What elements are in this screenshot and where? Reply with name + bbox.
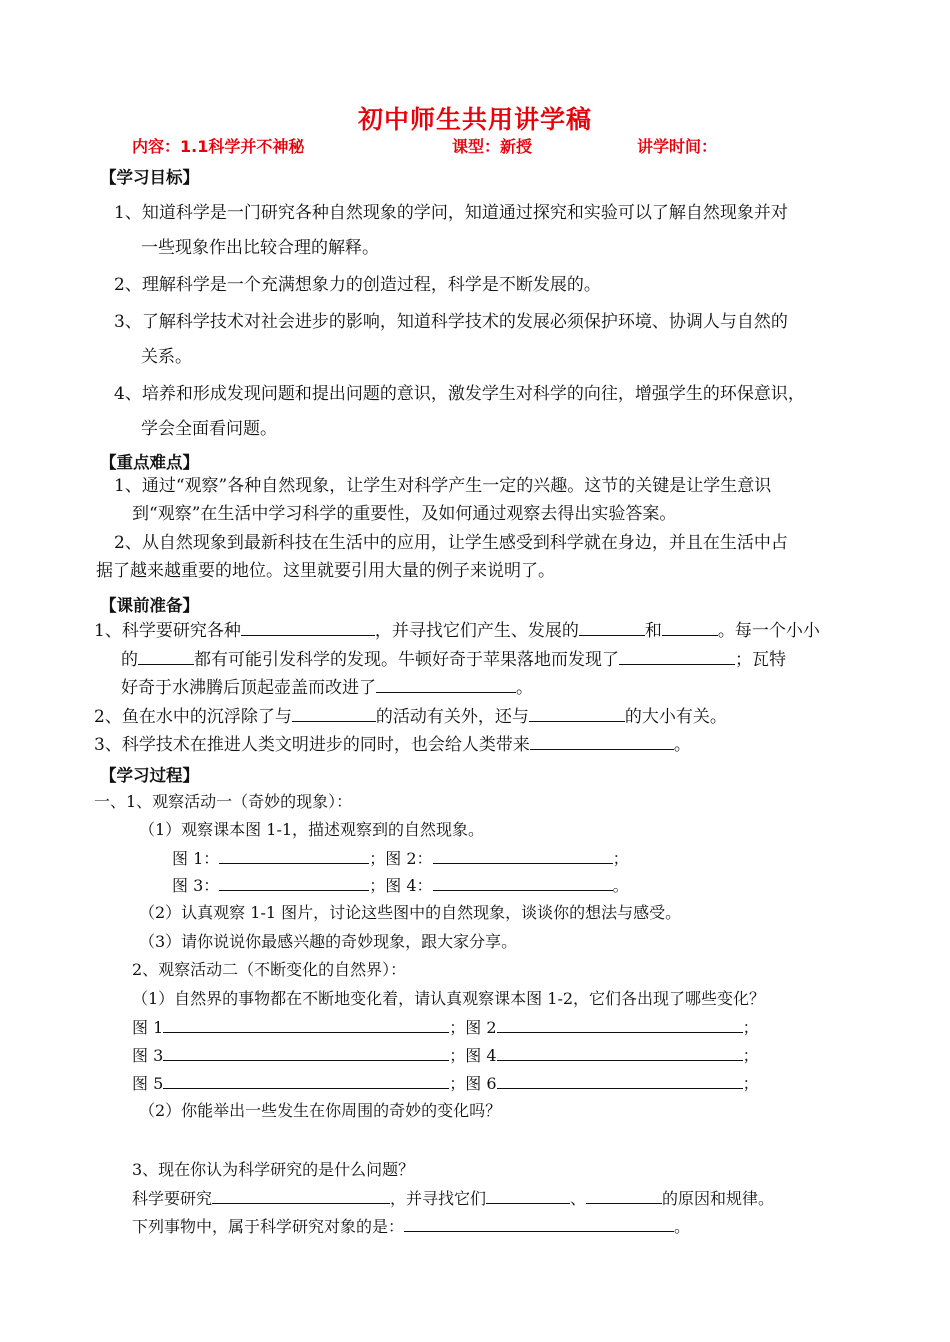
- goal-4-line-1: 4、培养和形成发现问题和提出问题的意识，激发学生对科学的向往，增强学生的环保意识，: [114, 384, 805, 404]
- goal-3-line-2: 关系。: [141, 347, 192, 367]
- answer-blank[interactable]: [219, 875, 369, 891]
- goal-4-line-2: 学会全面看问题。: [141, 419, 277, 439]
- answer-blank[interactable]: [662, 620, 718, 636]
- activity-3-line-2: 下列事物中，属于科学研究对象的是： 。: [132, 1217, 691, 1236]
- activity-1-q1: （1）观察课本图 1-1，描述观察到的自然现象。: [139, 820, 485, 839]
- goal-3-line-1: 3、了解科学技术对社会进步的影响，知道科学技术的发展必须保护环境、协调人与自然的: [114, 312, 788, 332]
- answer-blank[interactable]: [138, 649, 194, 665]
- key-point-1-line-2: 到“观察”在生活中学习科学的重要性，及如何通过观察去得出实验答案。: [132, 504, 677, 524]
- answer-blank[interactable]: [219, 848, 369, 864]
- answer-blank[interactable]: [497, 1073, 743, 1089]
- answer-blank[interactable]: [292, 706, 376, 722]
- activity-1-q3: （3）请你说说你最感兴趣的奇妙现象，跟大家分享。: [139, 932, 518, 951]
- activity-1-fig-row-1: 图 1： ；图 2： ；: [172, 849, 629, 868]
- key-point-2-line-1: 2、从自然现象到最新科技在生活中的应用，让学生感受到科学就在身边，并且在生活中占: [114, 533, 788, 553]
- prep-q1-line-2: 的 都有可能引发科学的发现。牛顿好奇于苹果落地而发现了 ；瓦特: [121, 650, 786, 670]
- page-title: 初中师生共用讲学稿: [357, 105, 592, 134]
- answer-blank[interactable]: [433, 875, 613, 891]
- activity-2-fig-row-1: 图 1 ；图 2 ；: [132, 1018, 759, 1037]
- section-heading-goals: 【学习目标】: [100, 168, 199, 187]
- prep-q1-line-3: 好奇于水沸腾后顶起壶盖而改进了 。: [121, 678, 533, 698]
- activity-1-q2: （2）认真观察 1-1 图片，讨论这些图中的自然现象，谈谈你的想法与感受。: [139, 903, 682, 922]
- activity-2-fig-row-2: 图 3 ；图 4 ；: [132, 1046, 759, 1065]
- answer-blank[interactable]: [163, 1073, 449, 1089]
- prep-q1-line-1: 1、科学要研究各种 ，并寻找它们产生、发展的 和 。每一个小小: [94, 621, 820, 641]
- activity-2-fig-row-3: 图 5 ；图 6 ；: [132, 1074, 759, 1093]
- lesson-type-label: 课型：新授: [452, 137, 533, 156]
- section-heading-prep: 【课前准备】: [100, 596, 199, 615]
- answer-blank[interactable]: [579, 620, 645, 636]
- activity-1-heading: 一、1、观察活动一（奇妙的现象）：: [94, 792, 353, 811]
- key-point-2-line-2: 据了越来越重要的地位。这里就要引用大量的例子来说明了。: [96, 561, 555, 581]
- goal-1-line-1: 1、知道科学是一门研究各种自然现象的学问，知道通过探究和实验可以了解自然现象并对: [114, 203, 788, 223]
- content-label: 内容：1.1科学并不神秘: [132, 137, 305, 156]
- answer-blank[interactable]: [376, 677, 516, 693]
- section-heading-key-points: 【重点难点】: [100, 453, 199, 472]
- answer-blank[interactable]: [241, 620, 375, 636]
- activity-3-heading: 3、现在你认为科学研究的是什么问题？: [132, 1160, 415, 1179]
- answer-blank[interactable]: [619, 649, 735, 665]
- activity-2-heading: 2、观察活动二（不断变化的自然界）：: [132, 960, 407, 979]
- answer-blank[interactable]: [529, 706, 625, 722]
- answer-blank[interactable]: [163, 1045, 449, 1061]
- goal-2: 2、理解科学是一个充满想象力的创造过程，科学是不断发展的。: [114, 275, 601, 295]
- answer-blank[interactable]: [497, 1017, 743, 1033]
- key-point-1-line-1: 1、通过“观察”各种自然现象，让学生对科学产生一定的兴趣。这节的关键是让学生意识: [114, 476, 772, 496]
- answer-blank[interactable]: [163, 1017, 449, 1033]
- answer-blank[interactable]: [486, 1188, 570, 1204]
- activity-3-line-1: 科学要研究 ，并寻找它们 、 的原因和规律。: [132, 1189, 775, 1208]
- answer-blank[interactable]: [586, 1188, 662, 1204]
- section-heading-process: 【学习过程】: [100, 766, 199, 785]
- goal-1-line-2: 一些现象作出比较合理的解释。: [141, 238, 379, 258]
- answer-blank[interactable]: [404, 1216, 674, 1232]
- activity-2-q1: （1）自然界的事物都在不断地变化着，请认真观察课本图 1-2，它们各出现了哪些变化？: [132, 989, 766, 1008]
- answer-blank[interactable]: [212, 1188, 390, 1204]
- answer-blank[interactable]: [497, 1045, 743, 1061]
- answer-blank[interactable]: [530, 734, 674, 750]
- answer-blank[interactable]: [433, 848, 613, 864]
- lesson-time-label: 讲学时间：: [637, 137, 718, 156]
- activity-2-q2: （2）你能举出一些发生在你周围的奇妙的变化吗？: [139, 1101, 502, 1120]
- activity-1-fig-row-2: 图 3： ；图 4： 。: [172, 876, 629, 895]
- prep-q2: 2、鱼在水中的沉浮除了与 的活动有关外，还与 的大小有关。: [94, 707, 727, 727]
- prep-q3: 3、科学技术在推进人类文明进步的同时，也会给人类带来 。: [94, 735, 691, 755]
